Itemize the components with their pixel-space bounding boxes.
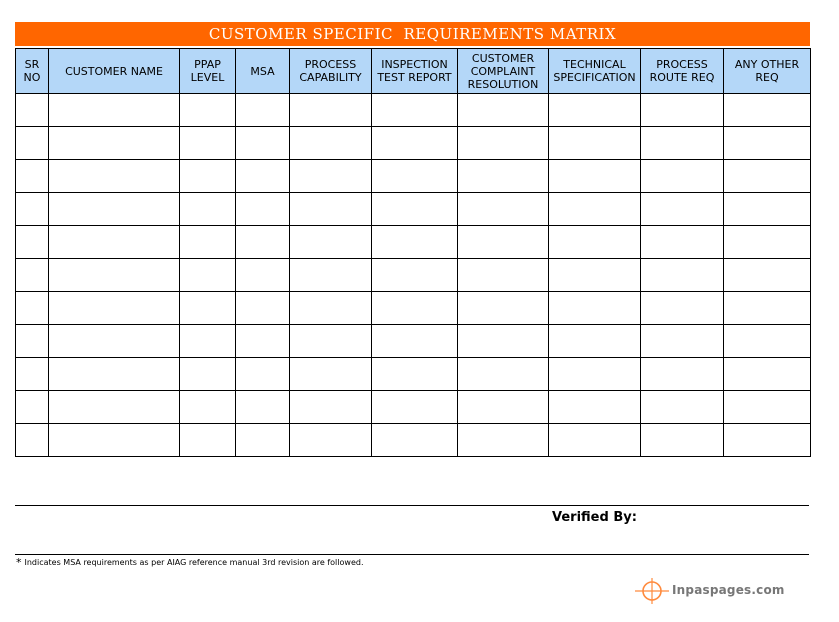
footnote bbox=[16, 556, 363, 569]
table-cell-msa[interactable] bbox=[236, 94, 290, 127]
footnote-marker: * bbox=[16, 556, 22, 569]
table-cell-technical-specification[interactable] bbox=[549, 424, 641, 457]
table-cell-inspection-test-report[interactable] bbox=[372, 127, 458, 160]
table-cell-customer-name[interactable] bbox=[49, 424, 180, 457]
page-title: CUSTOMER SPECIFIC REQUIREMENTS MATRIX bbox=[15, 22, 810, 46]
table-cell-technical-specification[interactable] bbox=[549, 127, 641, 160]
table-cell-process-capability[interactable] bbox=[290, 127, 372, 160]
table-cell-technical-specification[interactable] bbox=[549, 292, 641, 325]
header-text-line: CUSTOMER bbox=[471, 51, 535, 65]
table-cell-any-other-req[interactable] bbox=[724, 127, 811, 160]
table-cell-inspection-test-report[interactable] bbox=[372, 226, 458, 259]
table-cell-customer-complaint-resolution[interactable] bbox=[458, 226, 549, 259]
table-cell-ppap-level[interactable] bbox=[180, 94, 236, 127]
table-cell-customer-name[interactable] bbox=[49, 391, 180, 424]
crosshair-icon bbox=[634, 576, 672, 606]
header-text-line: TEST REPORT bbox=[377, 71, 452, 84]
watermark bbox=[634, 576, 794, 606]
table-cell-ppap-level[interactable] bbox=[180, 424, 236, 457]
table-cell-msa[interactable] bbox=[236, 391, 290, 424]
table-cell-technical-specification[interactable] bbox=[549, 358, 641, 391]
table-cell-ppap-level[interactable] bbox=[180, 226, 236, 259]
table-cell-msa[interactable] bbox=[236, 127, 290, 160]
table-cell-process-capability[interactable] bbox=[290, 424, 372, 457]
column-header-ppap-level bbox=[180, 49, 236, 94]
watermark-text: Inpaspages.com bbox=[672, 583, 785, 597]
table-cell-customer-complaint-resolution[interactable] bbox=[458, 358, 549, 391]
table-cell-customer-complaint-resolution[interactable] bbox=[458, 325, 549, 358]
table-row bbox=[16, 325, 811, 358]
table-cell-customer-complaint-resolution[interactable] bbox=[458, 391, 549, 424]
table-cell-customer-name[interactable] bbox=[49, 325, 180, 358]
table-cell-technical-specification[interactable] bbox=[549, 325, 641, 358]
table-cell-inspection-test-report[interactable] bbox=[372, 391, 458, 424]
header-text-line: ANY OTHER bbox=[734, 58, 800, 71]
table-cell-technical-specification[interactable] bbox=[549, 160, 641, 193]
table-cell-any-other-req[interactable] bbox=[724, 259, 811, 292]
column-header-inspection-test-report bbox=[372, 49, 458, 94]
column-header-process-route-req bbox=[641, 49, 724, 94]
column-header-process-capability bbox=[290, 49, 372, 94]
table-cell-ppap-level[interactable] bbox=[180, 160, 236, 193]
table-cell-technical-specification[interactable] bbox=[549, 193, 641, 226]
table-row bbox=[16, 226, 811, 259]
table-cell-inspection-test-report[interactable] bbox=[372, 292, 458, 325]
table-cell-msa[interactable] bbox=[236, 193, 290, 226]
table-cell-ppap-level[interactable] bbox=[180, 391, 236, 424]
table-cell-process-route-req[interactable] bbox=[641, 94, 724, 127]
table-cell-technical-specification[interactable] bbox=[549, 94, 641, 127]
table-cell-inspection-test-report[interactable] bbox=[372, 259, 458, 292]
header-text-line: MSA bbox=[250, 64, 275, 78]
table-cell-process-route-req[interactable] bbox=[641, 358, 724, 391]
table-cell-process-route-req[interactable] bbox=[641, 160, 724, 193]
column-header-customer-name bbox=[49, 49, 180, 94]
verified-by-label: Verified By: bbox=[552, 510, 637, 525]
table-cell-msa[interactable] bbox=[236, 292, 290, 325]
table-cell-customer-complaint-resolution[interactable] bbox=[458, 160, 549, 193]
table-cell-process-route-req[interactable] bbox=[641, 292, 724, 325]
table-cell-process-capability[interactable] bbox=[290, 391, 372, 424]
column-header-any-other-req bbox=[724, 49, 811, 94]
table-cell-sr-no[interactable] bbox=[16, 226, 49, 259]
header-text-line: SPECIFICATION bbox=[553, 71, 636, 84]
table-cell-process-capability[interactable] bbox=[290, 358, 372, 391]
table-cell-customer-name[interactable] bbox=[49, 358, 180, 391]
column-header-customer-complaint-resolution bbox=[458, 49, 549, 94]
table-body bbox=[16, 94, 811, 457]
table-cell-ppap-level[interactable] bbox=[180, 358, 236, 391]
header-text-line: INSPECTION bbox=[381, 58, 448, 71]
table-cell-any-other-req[interactable] bbox=[724, 160, 811, 193]
table-row bbox=[16, 259, 811, 292]
table-cell-process-route-req[interactable] bbox=[641, 193, 724, 226]
table-cell-process-route-req[interactable] bbox=[641, 391, 724, 424]
footnote-divider bbox=[15, 554, 809, 555]
table-cell-customer-complaint-resolution[interactable] bbox=[458, 127, 549, 160]
table-cell-any-other-req[interactable] bbox=[724, 325, 811, 358]
table-cell-customer-name[interactable] bbox=[49, 226, 180, 259]
table-row bbox=[16, 127, 811, 160]
table-cell-ppap-level[interactable] bbox=[180, 193, 236, 226]
table-cell-sr-no[interactable] bbox=[16, 259, 49, 292]
table-cell-ppap-level[interactable] bbox=[180, 292, 236, 325]
table-cell-any-other-req[interactable] bbox=[724, 193, 811, 226]
table-cell-process-route-req[interactable] bbox=[641, 259, 724, 292]
table-cell-msa[interactable] bbox=[236, 160, 290, 193]
header-row bbox=[16, 49, 811, 94]
table-cell-technical-specification[interactable] bbox=[549, 259, 641, 292]
table-cell-inspection-test-report[interactable] bbox=[372, 193, 458, 226]
column-header-msa bbox=[236, 49, 290, 94]
header-text-line: PPAP bbox=[194, 58, 221, 71]
header-text-line: LEVEL bbox=[190, 71, 225, 84]
header-text-line: NO bbox=[23, 71, 41, 84]
table-cell-any-other-req[interactable] bbox=[724, 226, 811, 259]
table-cell-customer-name[interactable] bbox=[49, 160, 180, 193]
signature-line bbox=[15, 505, 809, 506]
table-cell-inspection-test-report[interactable] bbox=[372, 160, 458, 193]
table-cell-technical-specification[interactable] bbox=[549, 391, 641, 424]
table-cell-process-route-req[interactable] bbox=[641, 325, 724, 358]
header-text-line: COMPLAINT bbox=[470, 64, 536, 78]
table-row bbox=[16, 358, 811, 391]
header-text-line: ROUTE REQ bbox=[649, 71, 715, 84]
table-cell-process-route-req[interactable] bbox=[641, 127, 724, 160]
table-cell-sr-no[interactable] bbox=[16, 94, 49, 127]
table-cell-process-route-req[interactable] bbox=[641, 226, 724, 259]
table-row bbox=[16, 292, 811, 325]
requirements-matrix-table bbox=[15, 48, 811, 457]
column-header-technical-specification bbox=[549, 49, 641, 94]
header-text-line: RESOLUTION bbox=[467, 77, 539, 91]
table-cell-customer-name[interactable] bbox=[49, 127, 180, 160]
table-row bbox=[16, 160, 811, 193]
table-cell-customer-complaint-resolution[interactable] bbox=[458, 424, 549, 457]
table-cell-inspection-test-report[interactable] bbox=[372, 358, 458, 391]
header-text-line: CUSTOMER NAME bbox=[65, 64, 163, 78]
table-cell-sr-no[interactable] bbox=[16, 160, 49, 193]
table-cell-inspection-test-report[interactable] bbox=[372, 325, 458, 358]
table-cell-inspection-test-report[interactable] bbox=[372, 424, 458, 457]
table-cell-sr-no[interactable] bbox=[16, 391, 49, 424]
table-cell-process-capability[interactable] bbox=[290, 292, 372, 325]
table-cell-customer-name[interactable] bbox=[49, 94, 180, 127]
table-cell-msa[interactable] bbox=[236, 226, 290, 259]
table-cell-customer-name[interactable] bbox=[49, 259, 180, 292]
header-text-line: CAPABILITY bbox=[299, 71, 362, 84]
table-cell-sr-no[interactable] bbox=[16, 193, 49, 226]
table-cell-sr-no[interactable] bbox=[16, 127, 49, 160]
footnote-text: Indicates MSA requirements as per AIAG reference manual 3rd revision are followed. bbox=[24, 558, 364, 567]
header-text-line: PROCESS bbox=[656, 58, 708, 71]
table-cell-process-capability[interactable] bbox=[290, 325, 372, 358]
header-text-line: PROCESS bbox=[304, 58, 357, 71]
table-cell-msa[interactable] bbox=[236, 424, 290, 457]
table-row bbox=[16, 391, 811, 424]
header-text-line: REQ bbox=[755, 71, 779, 84]
table-cell-sr-no[interactable] bbox=[16, 325, 49, 358]
table-cell-msa[interactable] bbox=[236, 259, 290, 292]
table-cell-sr-no[interactable] bbox=[16, 424, 49, 457]
table-cell-process-route-req[interactable] bbox=[641, 424, 724, 457]
table-cell-ppap-level[interactable] bbox=[180, 127, 236, 160]
table-cell-customer-complaint-resolution[interactable] bbox=[458, 292, 549, 325]
table-cell-msa[interactable] bbox=[236, 325, 290, 358]
table-cell-sr-no[interactable] bbox=[16, 292, 49, 325]
table-cell-process-capability[interactable] bbox=[290, 226, 372, 259]
table-cell-customer-complaint-resolution[interactable] bbox=[458, 193, 549, 226]
table-cell-any-other-req[interactable] bbox=[724, 94, 811, 127]
table-cell-any-other-req[interactable] bbox=[724, 424, 811, 457]
table-cell-process-capability[interactable] bbox=[290, 193, 372, 226]
table-cell-inspection-test-report[interactable] bbox=[372, 94, 458, 127]
table-row bbox=[16, 424, 811, 457]
table-cell-any-other-req[interactable] bbox=[724, 292, 811, 325]
table-cell-any-other-req[interactable] bbox=[724, 391, 811, 424]
table-cell-technical-specification[interactable] bbox=[549, 226, 641, 259]
table-cell-customer-complaint-resolution[interactable] bbox=[458, 259, 549, 292]
table-cell-any-other-req[interactable] bbox=[724, 358, 811, 391]
table-cell-process-capability[interactable] bbox=[290, 160, 372, 193]
table-cell-customer-name[interactable] bbox=[49, 292, 180, 325]
header-text-line: TECHNICAL bbox=[563, 58, 626, 71]
table-cell-customer-complaint-resolution[interactable] bbox=[458, 94, 549, 127]
header-text-line: SR bbox=[24, 58, 40, 71]
table-cell-customer-name[interactable] bbox=[49, 193, 180, 226]
table-cell-ppap-level[interactable] bbox=[180, 325, 236, 358]
table-row bbox=[16, 94, 811, 127]
table-cell-msa[interactable] bbox=[236, 358, 290, 391]
table-cell-process-capability[interactable] bbox=[290, 259, 372, 292]
table-cell-sr-no[interactable] bbox=[16, 358, 49, 391]
table-cell-ppap-level[interactable] bbox=[180, 259, 236, 292]
column-header-sr-no bbox=[16, 49, 49, 94]
table-cell-process-capability[interactable] bbox=[290, 94, 372, 127]
table-row bbox=[16, 193, 811, 226]
